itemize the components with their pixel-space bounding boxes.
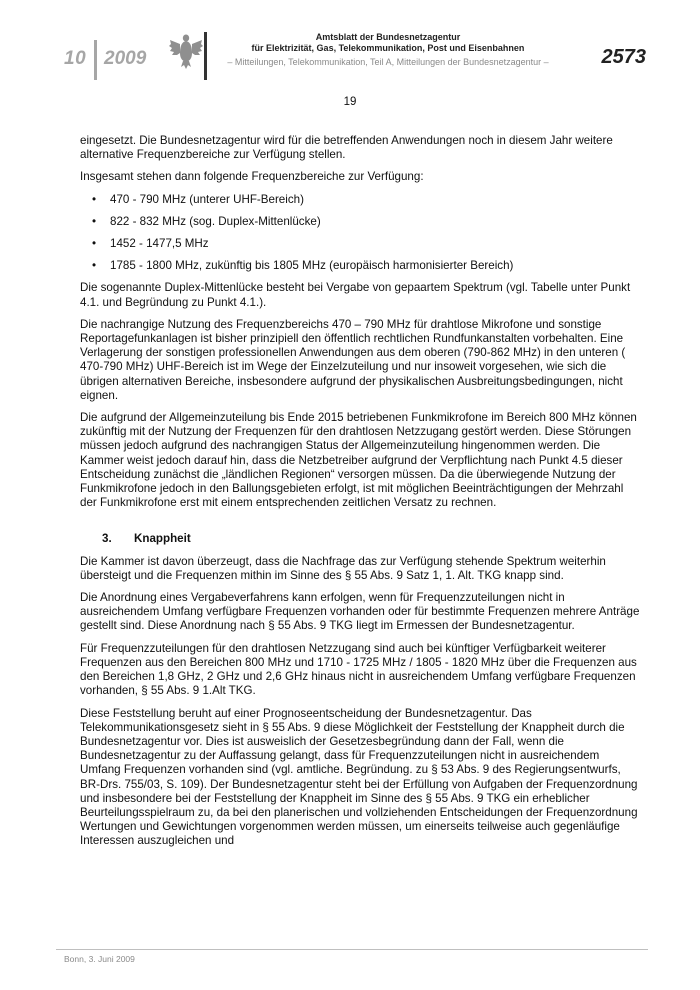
section-title: Knappheit	[134, 532, 191, 546]
paragraph: Diese Feststellung beruht auf einer Prognoseentscheidung der Bundesnetzagentur. Das Telekommunikationsgesetz sieht in § 55 Abs. 9 diese Möglichkeit der Feststellung der Knappheit durch die Bundesnetzagentur vor. Dies ist ausweislich der Gesetzesbegründung dann der Fall, wenn die Bundesnetzagentur zu der Auffassung gelangt, dass für Frequenzzuteilungen nicht in ausreichendem Umfang Frequenzen vorhanden sind (vgl. amtliche. Begründung. zu § 53 Abs. 9 des Regierungsentwurfs, BR-Drs. 755/03, S. 109). Der Bundesnetzagentur steht bei der Erfüllung von Aufgaben der Frequenzordnung und insbesondere bei der Feststellung der Knappheit im Sinne des § 55 Abs. 9 TKG ein erheblicher Beurteilungsspielraum zu, da bei den planerischen und vollziehenden Entscheidungen der Frequenzordnung Wertungen und Gewichtungen vorgenommen werden müssen, um einerseits teilweise auch gegenläufige Interessen auszugleichen und	[80, 706, 638, 848]
paragraph: Insgesamt stehen dann folgende Frequenzbereiche zur Verfügung:	[80, 170, 424, 184]
footer-divider	[56, 949, 648, 950]
frequency-list	[80, 193, 640, 274]
section-number: 3.	[102, 532, 112, 546]
header-divider	[204, 32, 207, 80]
federal-eagle-icon	[169, 32, 203, 70]
issue-divider	[94, 40, 97, 80]
issue-year: 2009	[104, 48, 147, 69]
issue-number: 10	[64, 48, 87, 69]
paragraph: Die Anordnung eines Vergabeverfahrens kann erfolgen, wenn für Frequenzzuteilungen nicht in ausreichendem Umfang verfügbare Frequenzen vorhanden oder für bestimmte Frequenzen mehrere Anträge gestellt sind. Diese Anordnung nach § 55 Abs. 9 TKG liegt im Ermessen der Bundesnetzagentur.	[80, 591, 640, 633]
list-item: • 1452 - 1477,5 MHz	[80, 237, 640, 251]
publication-title	[212, 32, 564, 54]
footer-date: Bonn, 3. Juni 2009	[64, 954, 135, 964]
paragraph: Die Kammer ist davon überzeugt, dass die Nachfrage das zur Verfügung stehende Spektrum weiterhin übersteigt und die Frequenzen mithin im Sinne des § 55 Abs. 9 Satz 1, 1. Alt. TKG knapp sind.	[80, 554, 606, 582]
list-item: • 1785 - 1800 MHz, zukünftig bis 1805 MHz (europäisch harmonisierter Bereich)	[80, 259, 640, 273]
document-body	[80, 134, 640, 857]
publication-title-line-2: für Elektrizität, Gas, Telekommunikation, Post und Eisenbahnen	[251, 43, 525, 53]
list-item: • 470 - 790 MHz (unterer UHF-Bereich)	[80, 193, 640, 207]
paragraph: eingesetzt. Die Bundesnetzagentur wird für die betreffenden Anwendungen noch in diesem Jahr weitere alternative Frequenzbereiche zur Verfügung stellen.	[80, 134, 613, 162]
paragraph: Die aufgrund der Allgemeinzuteilung bis Ende 2015 betriebenen Funkmikrofone im Bereich 800 MHz können zukünftig mit der Nutzung der Frequenzen für den drahtlosen Netzzugang gestört werden. Diese Störungen müssen jedoch aufgrund des nachrangigen Status der Allgemeinzuteilung hingenommen werden. Die Kammer weist jedoch darauf hin, dass die Netzbetreiber aufgrund der Verpflichtung nach Punkt 4.5 dieser Entscheidung zunächst die „ländlichen Regionen“ versorgen müssen. Da die überwiegende Nutzung der Funkmikrofone jedoch in den Ballungsgebieten erfolgt, ist mit möglichen Beeinträchtigungen der Mehrzahl der Funkmikrofone erst mit einem entsprechenden zeitlichen Versatz zu rechnen.	[80, 411, 637, 510]
paragraph: Die nachrangige Nutzung des Frequenzbereichs 470 – 790 MHz für drahtlose Mikrofone und sonstige Reportagefunkanlagen ist bisher prinzipiell den öffentlich rechtlichen Rundfunkanstalten vorbehalten. Eine Verlagerung der sonstigen professionellen Anwendungen aus dem oberen (790-862 MHz) in den unteren ( 470-790 MHz) UHF-Bereich ist im Wege der Einzelzuteilung und nur insoweit vorgesehen, wie sich die übrigen alternativen Bereiche, insbesondere aufgrund der physikalischen Ausbreitungsbedingungen, nicht eignen.	[80, 317, 626, 402]
list-item: • 822 - 832 MHz (sog. Duplex-Mittenlücke)	[80, 215, 640, 229]
publication-title-line-1: Amtsblatt der Bundesnetzagentur	[315, 32, 461, 42]
paragraph: Die sogenannte Duplex-Mittenlücke besteht bei Vergabe von gepaartem Spektrum (vgl. Tabelle unter Punkt 4.1. und Begründung zu Punkt 4.1.).	[80, 281, 631, 309]
page-number: 2573	[601, 46, 646, 68]
paragraph: Für Frequenzzuteilungen für den drahtlosen Netzzugang sind auch bei künftiger Verfügbarkeit weiterer Frequenzen aus den Bereichen 800 MHz und 1710 - 1725 MHz / 1805 - 1820 MHz über die Frequenzen aus den Bereichen 1,8 GHz, 2 GHz und 2,6 GHz hinaus nicht in ausreichendem Umfang verfügbare Frequenzen vorhanden, § 55 Abs. 9 1.Alt TKG.	[80, 641, 637, 698]
section-heading	[80, 532, 640, 546]
page-header	[0, 0, 700, 90]
publication-subtitle: – Mitteilungen, Telekommunikation, Teil A, Mitteilungen der Bundesnetzagentur –	[227, 57, 549, 67]
document-page-number: 19	[343, 96, 357, 108]
